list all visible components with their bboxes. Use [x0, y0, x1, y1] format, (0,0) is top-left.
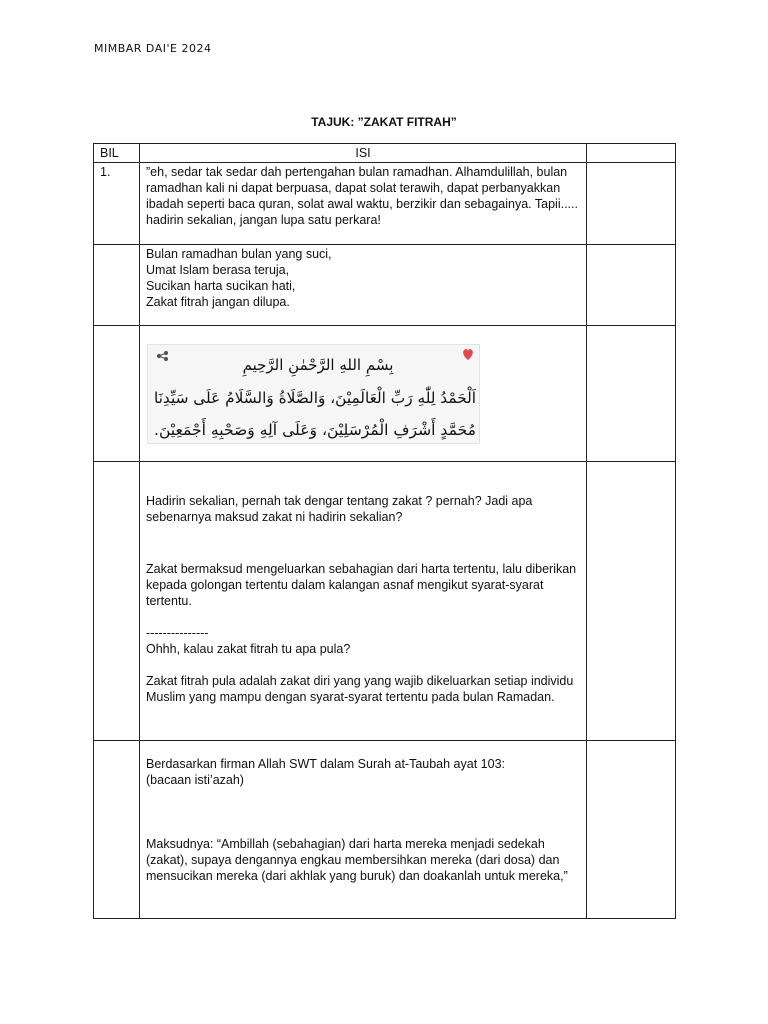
arabic-basmalah: بِسْمِ اللهِ الرَّحْمٰنِ الرَّحِيمِ	[242, 356, 394, 374]
pantun-line: Umat Islam berasa teruja,	[146, 263, 290, 277]
table-row	[94, 741, 676, 919]
document-title: TAJUK: ”ZAKAT FITRAH”	[311, 115, 457, 129]
row-notes	[587, 163, 676, 245]
table-row	[94, 245, 676, 326]
share-icon	[157, 351, 167, 360]
table-row	[94, 462, 676, 741]
column-header-isi: ISI	[140, 144, 587, 163]
heart-icon	[463, 349, 473, 360]
definition-paragraph: Zakat bermaksud mengeluarkan sebahagian dari harta tertentu, lalu diberikan kepada golongan tertentu dalam kalangan asnaf mengikut syarat-syarat tertentu.	[146, 562, 577, 608]
column-header-bil: BIL	[94, 144, 140, 163]
row-content	[140, 245, 587, 326]
speech-table	[93, 143, 676, 919]
column-header-blank	[587, 144, 676, 163]
row-number	[94, 245, 140, 326]
table-header-row	[94, 144, 676, 163]
row-content	[140, 326, 587, 462]
row-content	[140, 462, 587, 741]
row-notes	[587, 741, 676, 919]
opening-paragraph: ”eh, sedar tak sedar dah pertengahan bulan ramadhan. Alhamdulillah, bulan ramadhan kali ni dapat berpuasa, dapat solat terawih, dapat perbanyakkan ibadah seperti baca quran, solat awal waktu, berzikir dan sebagainya. Tapii..... hadirin sekalian, jangan lupa satu perkara!	[146, 165, 578, 227]
separator-dashes: ---------------	[146, 626, 209, 640]
question-paragraph: Ohhh, kalau zakat fitrah tu apa pula?	[146, 642, 351, 656]
row-notes	[587, 245, 676, 326]
row-content	[140, 163, 587, 245]
row-number	[94, 741, 140, 919]
pantun-line: Bulan ramadhan bulan yang suci,	[146, 247, 332, 261]
pantun-line: Zakat fitrah jangan dilupa.	[146, 295, 290, 309]
table-row	[94, 163, 676, 245]
verse-reference: Berdasarkan firman Allah SWT dalam Surah at-Taubah ayat 103:	[146, 757, 505, 771]
arabic-opening-image	[147, 344, 480, 444]
row-notes	[587, 326, 676, 462]
pantun-line: Sucikan harta sucikan hati,	[146, 279, 296, 293]
table-row	[94, 326, 676, 462]
verse-meaning: Maksudnya: “Ambillah (sebahagian) dari harta mereka menjadi sedekah (zakat), supaya dengannya engkau membersihkan mereka (dari dosa) dan mensucikan mereka (dari akhlak yang buruk) dan doakanlah untuk mereka,”	[146, 837, 568, 883]
row-notes	[587, 462, 676, 741]
verse-note: (bacaan isti’azah)	[146, 773, 244, 787]
row-number	[94, 462, 140, 741]
row-number	[94, 326, 140, 462]
document-header: MIMBAR DAI'E 2024	[94, 42, 212, 55]
row-content	[140, 741, 587, 919]
question-paragraph: Hadirin sekalian, pernah tak dengar tentang zakat ? pernah? Jadi apa sebenarnya maksud zakat ni hadirin sekalian?	[146, 494, 533, 524]
arabic-line: اَلْحَمْدُ لِلّٰهِ رَبِّ الْعَالَمِيْنَ، وَالصَّلَاةُ وَالسَّلَامُ عَلَى سَيِّدِنَا	[154, 389, 470, 407]
definition-paragraph: Zakat fitrah pula adalah zakat diri yang yang wajib dikeluarkan setiap individu Muslim yang mampu dengan syarat-syarat tertentu pada bulan Ramadan.	[146, 674, 574, 704]
arabic-line: مُحَمَّدٍ أَشْرَفِ الْمُرْسَلِيْنَ، وَعَلَى آلِهِ وَصَحْبِهِ أَجْمَعِيْنَ.	[154, 421, 465, 439]
row-number: 1.	[94, 163, 140, 245]
